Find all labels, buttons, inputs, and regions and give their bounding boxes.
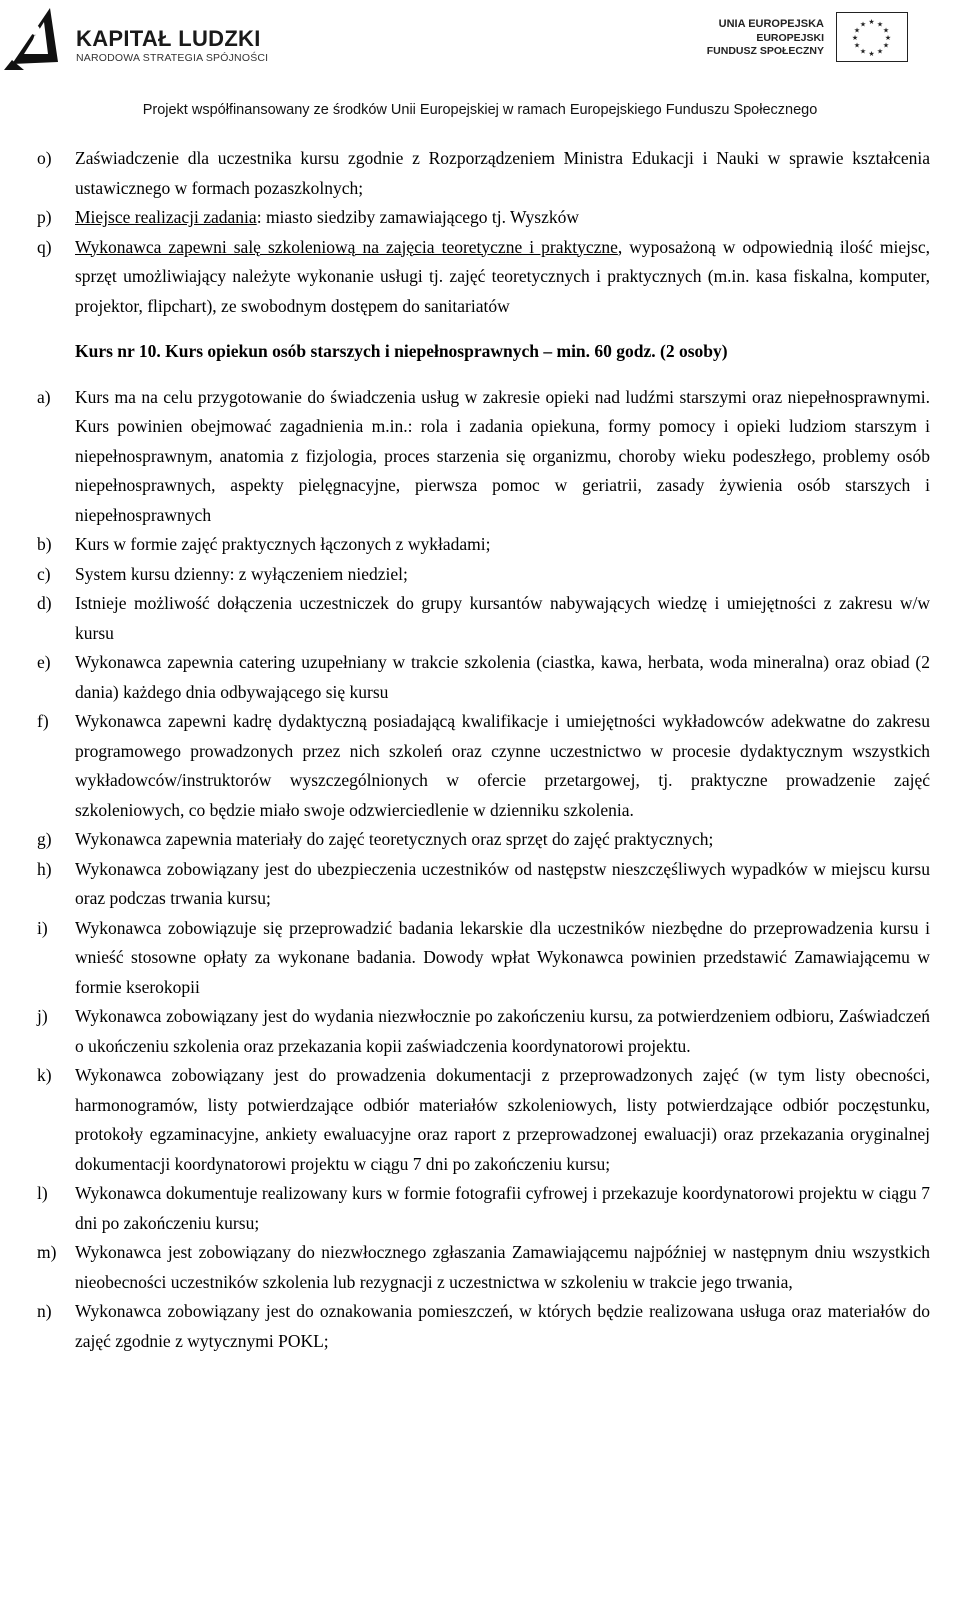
kapital-ludzki-logo-icon (4, 4, 64, 74)
svg-text:★: ★ (868, 18, 875, 26)
list-item-label: b) (37, 534, 52, 554)
list-item-text: Kurs w formie zajęć praktycznych łączonych z wykładami; (75, 534, 491, 554)
svg-text:★: ★ (853, 26, 861, 35)
list-item-d (0, 589, 960, 648)
list-item-text: Wykonawca zobowiązany jest do prowadzenia dokumentacji z przeprowadzonych zajęć (w tym listy obecności, harmonogramów, listy potwierdzające odbiór materiałów szkoleniowych, listy potwierdzające odbiór poczęstunku, protokoły egzaminacyjne, ankiety ewaluacyjne oraz raport z przeprowadzonej ewaluacji) oraz przekazania oryginalnej dokumentacji koordynatorowi projektu w ciągu 7 dni po zakończeniu kursu; (75, 1065, 930, 1174)
list-item-label: j) (37, 1006, 48, 1026)
list-item-text: Wykonawca zobowiązany jest do wydania niezwłocznie po zakończeniu kursu, za potwierdzeniem odbioru, Zaświadczeń o ukończeniu szkolenia oraz przekazania kopii zaświadczenia koordynatorowi projektu. (75, 1006, 930, 1056)
list-item-label: d) (37, 593, 52, 613)
list-item-label: q) (37, 236, 52, 257)
list-item-label: h) (37, 858, 52, 879)
eu-line-3: FUNDUSZ SPOŁECZNY (706, 45, 824, 57)
list-item-underlined-text: Wykonawca zapewni salę szkoleniową na zajęcia teoretyczne i praktyczne (75, 236, 618, 257)
list-item-label: o) (37, 148, 52, 168)
list-item-q (0, 233, 960, 322)
list-item-h (0, 855, 960, 914)
eu-flag-icon (836, 12, 908, 62)
list-item-label: g) (37, 829, 52, 849)
list-item-g (0, 825, 960, 855)
list-item-b (0, 530, 960, 560)
page-header (0, 0, 960, 118)
list-item-underlined-text: Miejsce realizacji zadania (75, 207, 257, 227)
svg-text:★: ★ (876, 47, 884, 56)
svg-text:★: ★ (851, 34, 859, 42)
list-item-label: k) (37, 1065, 52, 1085)
list-item-label: a) (37, 386, 51, 407)
list-item-i (0, 914, 960, 1003)
svg-text:★: ★ (859, 47, 867, 56)
list-item-k (0, 1061, 960, 1179)
list-item-text: Wykonawca zobowiązuje się przeprowadzić badania lekarskie dla uczestników niezbędne do przeprowadzenia kursu i wnieść stosowne opłaty za wykonane badania. Dowody wpłat Wykonawca powinien przedstawić Zamawiającemu w formie kserokopii (75, 917, 930, 997)
list-item-text: Wykonawca zobowiązany jest do oznakowania pomieszczeń, w których będzie realizowana usługa oraz materiałów do zajęć zgodnie z wytycznymi POKL; (75, 1301, 930, 1351)
list-item-label: m) (37, 1242, 57, 1262)
course-heading: Kurs nr 10. Kurs opiekun osób starszych i niepełnosprawnych – min. 60 godz. (2 osoby) (75, 341, 728, 361)
list-item-n (0, 1297, 960, 1356)
eu-logo (706, 10, 928, 70)
svg-text:★: ★ (859, 20, 867, 29)
list-item-text: Zaświadczenie dla uczestnika kursu zgodnie z Rozporządzeniem Ministra Edukacji i Nauki w sprawie kształcenia ustawicznego w formach pozaszkolnych; (75, 148, 930, 198)
eu-line-1: UNIA EUROPEJSKA (718, 18, 824, 30)
list-item-label: c) (37, 563, 51, 584)
list-item-text: System kursu dzienny: z wyłączeniem niedziel; (75, 563, 408, 584)
list-item-text: Wykonawca zapewnia materiały do zajęć teoretycznych oraz sprzęt do zajęć praktycznych; (75, 829, 714, 849)
list-item-o (0, 144, 960, 203)
svg-text:★: ★ (882, 26, 890, 35)
kapital-ludzki-subtitle: NARODOWA STRATEGIA SPÓJNOŚCI (76, 52, 269, 64)
svg-text:★: ★ (876, 20, 884, 29)
list-item-text: Wykonawca zapewni kadrę dydaktyczną posiadającą kwalifikacje i umiejętności wykładowców adekwatne do zakresu programowego prowadzonych przez nich szkoleń oraz czynne uczestnictwo w procesie dydaktycznym wszystkich wykładowców/instruktorów wyszczególnionych w ofercie przetargowej, tj. praktyczne prowadzenie zajęć szkoleniowych, co będzie miało swoje odzwierciedlenie w dzienniku szkolenia. (75, 711, 930, 820)
list-item-label: i) (37, 917, 48, 938)
svg-text:★: ★ (884, 34, 892, 42)
list-item-text: Kurs ma na celu przygotowanie do świadczenia usług w zakresie opieki nad ludźmi starszymi oraz niepełnosprawnymi. Kurs powinien obejmować zagadnienia m.in.: rola i zadania opiekuna, formy pomocy i opieki ludziom starszym i niepełnosprawnym, anatomia z fizjologia, proces starzenia się organizmu, choroby wieku podeszłego, problemy osób niepełnosprawnych, aspekty pielęgnacyjne, pierwsza pomoc w geriatrii, zasady żywienia osób starszych i niepełnosprawnych (75, 386, 930, 525)
document-body (0, 144, 960, 1356)
svg-text:★: ★ (853, 41, 861, 50)
list-item-label: e) (37, 652, 51, 672)
list-item-text: Istnieje możliwość dołączenia uczestniczek do grupy kursantów nabywających wiedzę i umiejętności z zakresu w/w kursu (75, 593, 930, 643)
list-item-m (0, 1238, 960, 1297)
list-item-label: f) (37, 711, 49, 731)
list-item-label: l) (37, 1183, 48, 1203)
list-item-j (0, 1002, 960, 1061)
svg-text:★: ★ (868, 50, 875, 58)
list-item-text: , wyposażoną w odpowiednią ilość miejsc, sprzęt umożliwiający należyte wykonanie usługi tj. zajęć teoretycznych i praktycznych (m.in. kasa fiskalna, komputer, projektor, flipchart), ze swobodnym dostępem do sanitariatów (75, 236, 930, 316)
list-item-text: : miasto siedziby zamawiającego tj. Wyszków (256, 207, 579, 227)
list-item-text: Wykonawca jest zobowiązany do niezwłocznego zgłaszania Zamawiającemu najpóźniej w następnym dniu wszystkich nieobecności uczestników szkolenia lub rezygnacji z uczestnictwa w szkoleniu w trakcie jego trwania, (75, 1242, 930, 1292)
kapital-ludzki-title: KAPITAŁ LUDZKI (76, 26, 261, 51)
list-item-text: Wykonawca dokumentuje realizowany kurs w formie fotografii cyfrowej i przekazuje koordynatorowi projektu w ciągu 7 dni po zakończeniu kursu; (75, 1183, 930, 1233)
list-item-f (0, 707, 960, 825)
project-funding-line: Projekt współfinansowany ze środków Unii Europejskiej w ramach Europejskiego Funduszu Społecznego (142, 102, 818, 118)
list-item-text: Wykonawca zapewnia catering uzupełniany w trakcie szkolenia (ciastka, kawa, herbata, woda mineralna) oraz obiad (2 dania) każdego dnia odbywającego się kursu (75, 652, 930, 702)
list-item-e (0, 648, 960, 707)
svg-text:★: ★ (882, 41, 890, 50)
list-item-label: n) (37, 1301, 52, 1321)
list-item-c (0, 560, 960, 590)
list-item-text: Wykonawca zobowiązany jest do ubezpieczenia uczestników od następstw nieszczęśliwych wypadków w miejscu kursu oraz podczas trwania kursu; (75, 858, 930, 908)
eu-line-2: EUROPEJSKI (756, 32, 824, 44)
kapital-ludzki-logo (4, 4, 304, 74)
list-item-label: p) (37, 207, 52, 227)
list-item-l (0, 1179, 960, 1238)
list-item-a (0, 383, 960, 531)
list-item-p (0, 203, 960, 233)
